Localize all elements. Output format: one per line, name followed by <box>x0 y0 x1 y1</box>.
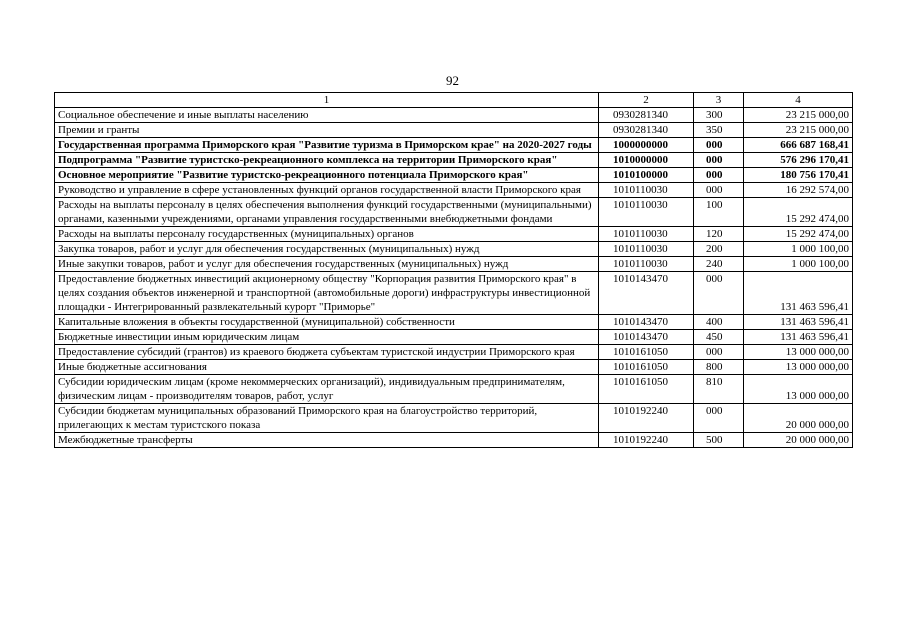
table-row <box>55 227 853 242</box>
amount-cell: 1 000 100,00 <box>744 242 853 257</box>
table-row <box>55 272 853 315</box>
page-number: 92 <box>446 73 459 88</box>
target-article-code-cell: 0930281340 <box>599 108 694 123</box>
row-name-cell: Предоставление бюджетных инвестиций акционерному обществу "Корпорация развития Приморского края" в целях создания объектов инженерной и транспортной (автомобильные дороги) инфраструктуры инвестиционной площадки - Интегрированный развлекательный курорт "Приморье" <box>55 272 599 315</box>
row-name-cell: Основное мероприятие "Развитие туристско-рекреационного потенциала Приморского края" <box>55 168 599 183</box>
amount-cell: 131 463 596,41 <box>744 330 853 345</box>
table-row <box>55 153 853 168</box>
expense-type-code-cell: 300 <box>694 108 744 123</box>
table-row <box>55 123 853 138</box>
table-row <box>55 168 853 183</box>
expense-type-code-cell: 500 <box>694 433 744 448</box>
row-name-cell: Бюджетные инвестиции иным юридическим лицам <box>55 330 599 345</box>
table-row <box>55 315 853 330</box>
row-name-cell: Руководство и управление в сфере установленных функций органов государственной власти Приморского края <box>55 183 599 198</box>
target-article-code-cell: 1010143470 <box>599 315 694 330</box>
column-header: 1 <box>55 93 599 108</box>
expense-type-code-cell: 000 <box>694 138 744 153</box>
target-article-code-cell: 0930281340 <box>599 123 694 138</box>
expense-type-code-cell: 000 <box>694 272 744 315</box>
table-row <box>55 108 853 123</box>
target-article-code-cell: 1010161050 <box>599 375 694 404</box>
expense-type-code-cell: 400 <box>694 315 744 330</box>
row-name-cell: Премии и гранты <box>55 123 599 138</box>
row-name-cell: Субсидии бюджетам муниципальных образований Приморского края на благоустройство территорий, прилегающих к местам туристского показа <box>55 404 599 433</box>
expense-type-code-cell: 120 <box>694 227 744 242</box>
table-row <box>55 138 853 153</box>
target-article-code-cell: 1010192240 <box>599 433 694 448</box>
table-row <box>55 404 853 433</box>
column-header: 2 <box>599 93 694 108</box>
table-row <box>55 375 853 404</box>
amount-cell: 20 000 000,00 <box>744 404 853 433</box>
row-name-cell: Расходы на выплаты персоналу государственных (муниципальных) органов <box>55 227 599 242</box>
table-row <box>55 345 853 360</box>
expense-type-code-cell: 000 <box>694 168 744 183</box>
amount-cell: 23 215 000,00 <box>744 108 853 123</box>
table-row <box>55 183 853 198</box>
expense-type-code-cell: 800 <box>694 360 744 375</box>
row-name-cell: Предоставление субсидий (грантов) из краевого бюджета субъектам туристской индустрии Приморского края <box>55 345 599 360</box>
target-article-code-cell: 1010161050 <box>599 360 694 375</box>
target-article-code-cell: 1010110030 <box>599 242 694 257</box>
expense-type-code-cell: 000 <box>694 345 744 360</box>
expense-type-code-cell: 000 <box>694 404 744 433</box>
target-article-code-cell: 1010161050 <box>599 345 694 360</box>
amount-cell: 131 463 596,41 <box>744 272 853 315</box>
target-article-code-cell: 1010192240 <box>599 404 694 433</box>
target-article-code-cell: 1010100000 <box>599 168 694 183</box>
target-article-code-cell: 1010000000 <box>599 153 694 168</box>
target-article-code-cell: 1000000000 <box>599 138 694 153</box>
column-header: 4 <box>744 93 853 108</box>
row-name-cell: Подпрограмма "Развитие туристско-рекреационного комплекса на территории Приморского края" <box>55 153 599 168</box>
table-row <box>55 198 853 227</box>
amount-cell: 180 756 170,41 <box>744 168 853 183</box>
target-article-code-cell: 1010110030 <box>599 198 694 227</box>
target-article-code-cell: 1010143470 <box>599 330 694 345</box>
amount-cell: 13 000 000,00 <box>744 345 853 360</box>
expense-type-code-cell: 200 <box>694 242 744 257</box>
amount-cell: 13 000 000,00 <box>744 360 853 375</box>
row-name-cell: Расходы на выплаты персоналу в целях обеспечения выполнения функций государственными (муниципальными) органами, казенными учреждениями, органами управления государственными внебюджетными фондами <box>55 198 599 227</box>
table-row <box>55 242 853 257</box>
row-name-cell: Субсидии юридическим лицам (кроме некоммерческих организаций), индивидуальным предпринимателям, физическим лицам - производителям товаров, работ, услуг <box>55 375 599 404</box>
row-name-cell: Социальное обеспечение и иные выплаты населению <box>55 108 599 123</box>
table-row <box>55 360 853 375</box>
expense-type-code-cell: 100 <box>694 198 744 227</box>
amount-cell: 15 292 474,00 <box>744 198 853 227</box>
amount-cell: 13 000 000,00 <box>744 375 853 404</box>
row-name-cell: Государственная программа Приморского края "Развитие туризма в Приморском крае" на 2020-2027 годы <box>55 138 599 153</box>
target-article-code-cell: 1010110030 <box>599 257 694 272</box>
amount-cell: 20 000 000,00 <box>744 433 853 448</box>
expense-type-code-cell: 240 <box>694 257 744 272</box>
amount-cell: 16 292 574,00 <box>744 183 853 198</box>
expense-type-code-cell: 000 <box>694 153 744 168</box>
expense-type-code-cell: 350 <box>694 123 744 138</box>
expense-type-code-cell: 000 <box>694 183 744 198</box>
table-row <box>55 433 853 448</box>
amount-cell: 15 292 474,00 <box>744 227 853 242</box>
row-name-cell: Капитальные вложения в объекты государственной (муниципальной) собственности <box>55 315 599 330</box>
row-name-cell: Межбюджетные трансферты <box>55 433 599 448</box>
target-article-code-cell: 1010110030 <box>599 183 694 198</box>
row-name-cell: Закупка товаров, работ и услуг для обеспечения государственных (муниципальных) нужд <box>55 242 599 257</box>
expense-type-code-cell: 810 <box>694 375 744 404</box>
amount-cell: 666 687 168,41 <box>744 138 853 153</box>
target-article-code-cell: 1010110030 <box>599 227 694 242</box>
expense-type-code-cell: 450 <box>694 330 744 345</box>
column-header: 3 <box>694 93 744 108</box>
target-article-code-cell: 1010143470 <box>599 272 694 315</box>
table-header-row <box>55 93 853 108</box>
row-name-cell: Иные бюджетные ассигнования <box>55 360 599 375</box>
row-name-cell: Иные закупки товаров, работ и услуг для обеспечения государственных (муниципальных) нужд <box>55 257 599 272</box>
amount-cell: 576 296 170,41 <box>744 153 853 168</box>
amount-cell: 1 000 100,00 <box>744 257 853 272</box>
amount-cell: 131 463 596,41 <box>744 315 853 330</box>
budget-table <box>54 92 853 448</box>
table-row <box>55 257 853 272</box>
amount-cell: 23 215 000,00 <box>744 123 853 138</box>
table-row <box>55 330 853 345</box>
